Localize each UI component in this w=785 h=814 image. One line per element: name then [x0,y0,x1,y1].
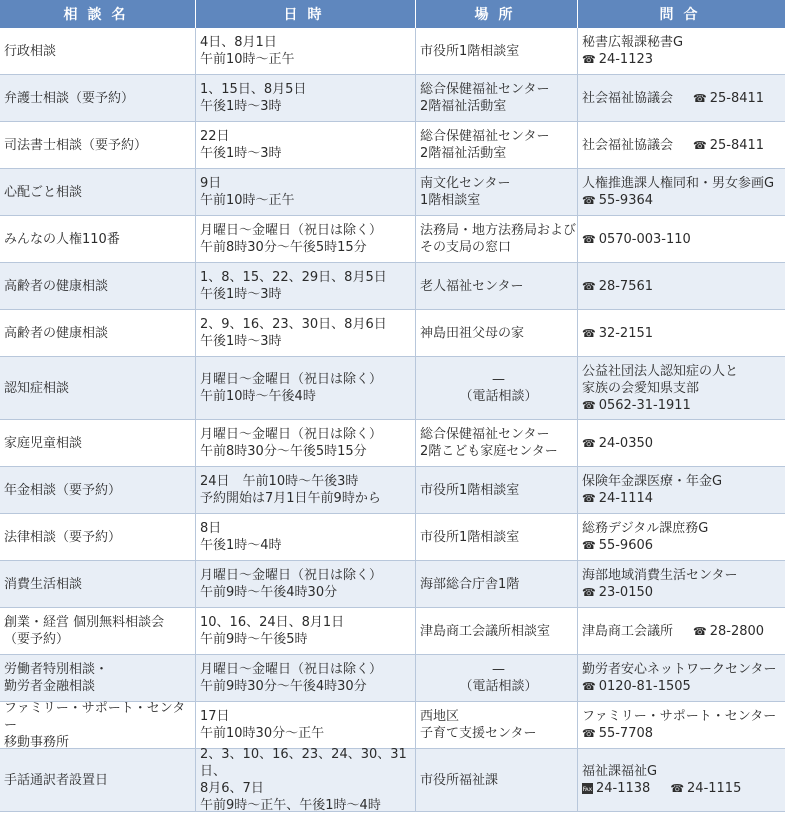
cell-datetime-line: 8月6、7日 [200,781,264,796]
cell-contact-line: 福祉課福祉G [582,764,658,779]
cell-contact-line: 海部地域消費生活センター [582,568,738,583]
cell-datetime-line: 午後1時～3時 [200,334,282,349]
cell-datetime-line: 月曜日～金曜日（祝日は除く） [200,568,383,583]
cell-contact [578,310,785,356]
cell-datetime-line: 予約開始は7月1日午前9時から [200,491,381,506]
phone-number: 25-8411 [709,90,765,106]
cell-name-line: 法律相談（要予約） [4,529,122,545]
phone-number: 24-1138 [596,781,651,796]
cell-contact [578,420,785,466]
table-row [0,655,785,702]
cell-contact [578,263,785,309]
cell-name [0,608,196,654]
header-place: 場所 [416,0,578,28]
phone-number: 23-0150 [598,585,654,600]
cell-contact-line: 人権推進課人権同和・男女参画G [582,176,775,191]
cell-name-line: 認知症相談 [4,380,70,396]
cell-datetime [196,655,416,701]
cell-contact-line: 公益社団法人認知症の人と [582,363,739,379]
cell-place [416,169,578,215]
cell-datetime [196,608,416,654]
cell-datetime [196,702,416,748]
phone-icon: ☎ [582,727,596,740]
cell-datetime-line: 午前10時～正午 [200,52,295,67]
cell-datetime [196,561,416,607]
cell-place [416,263,578,309]
cell-place-line: 総合保健福祉センター [420,82,550,97]
cell-datetime-line: 午前8時30分～午後5時15分 [200,444,367,459]
cell-name-line: 高齢者の健康相談 [4,325,109,341]
cell-name-line: 移動事務所 [4,734,70,750]
cell-place [416,122,578,168]
cell-place-line: 子育て支援センター [420,726,537,741]
phone-icon: ☎ [582,279,596,293]
cell-place [416,655,578,701]
header-name: 相談名 [0,0,196,28]
table-row [0,263,785,310]
cell-place [416,561,578,607]
header-contact: 問合 [659,7,708,23]
cell-place-line: 南文化センター [420,176,511,191]
cell-place [416,216,578,262]
phone-icon: ☎ [582,436,596,450]
cell-datetime [196,514,416,560]
phone-line [582,678,785,695]
phone-number: 24-0350 [598,435,654,451]
cell-datetime-line: 午後1時～4時 [200,538,282,553]
cell-name [0,169,196,215]
table-row [0,216,785,263]
cell-place-line: 2階こども家庭センター [420,444,558,459]
cell-datetime-line: 午後1時～3時 [200,287,282,302]
cell-contact-line: 勤労者安心ネットワークセンター [582,662,777,677]
cell-name [0,561,196,607]
phone-number: 0120-81-1505 [598,679,691,694]
table-row [0,357,785,420]
cell-place-line: 市役所1階相談室 [420,529,520,545]
cell-name-line: （要予約） [4,632,70,647]
cell-datetime-line: 午前8時30分～午後5時15分 [200,240,367,255]
cell-name-line: 年金相談（要予約） [4,482,122,498]
cell-datetime-line: 1、15日、8月5日 [200,82,307,97]
cell-datetime [196,28,416,74]
cell-contact [578,702,785,748]
cell-place-line: 神島田祖父母の家 [420,325,525,341]
cell-datetime-line: 午前10時～正午 [200,193,295,208]
cell-contact-line: 保険年金課医療・年金G [582,474,723,489]
cell-place-line: 法務局・地方法務局および [420,223,577,238]
phone-line [582,278,785,295]
cell-datetime-line: 22日 [200,129,230,144]
phone-number: 0562-31-1911 [598,397,691,413]
table-row [0,122,785,169]
cell-place-line: 西地区 [420,709,460,724]
cell-datetime [196,263,416,309]
table-row [0,514,785,561]
table-body [0,28,785,812]
cell-place [416,28,578,74]
cell-contact [578,655,785,701]
cell-name [0,122,196,168]
cell-contact [578,75,785,121]
phone-line [582,780,785,797]
phone-line [582,584,785,601]
cell-name-line: 労働者特別相談・ [4,662,109,677]
phone-number: 0570-003-110 [598,231,691,247]
cell-place-line: （電話相談） [459,679,538,694]
cell-contact [578,514,785,560]
cell-place-line: 総合保健福祉センター [420,427,550,442]
phone-icon: ☎ [693,138,707,152]
table-row [0,749,785,812]
cell-name [0,655,196,701]
fax-icon: ℻ [582,784,593,793]
phone-number: 32-2151 [598,325,654,341]
table-row [0,169,785,216]
cell-datetime-line: 午前9時～午後4時30分 [200,585,338,600]
phone-icon: ☎ [582,680,596,693]
cell-datetime-line: 10、16、24日、8月1日 [200,615,345,630]
phone-line [582,231,785,248]
table-row [0,561,785,608]
cell-name [0,467,196,513]
cell-datetime-line: 午前10時～午後4時 [200,389,316,404]
cell-datetime [196,169,416,215]
phone-number: 55-7708 [598,726,654,741]
table-row [0,702,785,749]
cell-name [0,702,196,748]
cell-place-line: （電話相談） [459,389,538,404]
cell-place [416,310,578,356]
table-row [0,75,785,122]
phone-number: 55-9606 [598,538,654,553]
cell-name-line: 弁護士相談（要予約） [4,90,135,106]
phone-number: 24-1123 [598,52,654,67]
cell-contact-line: 家族の会愛知県支部 [582,380,700,396]
cell-place-line: 市役所1階相談室 [420,482,520,498]
cell-place [416,420,578,466]
phone-line [582,325,785,342]
cell-datetime-line: 月曜日～金曜日（祝日は除く） [200,223,383,238]
cell-datetime-line: 月曜日～金曜日（祝日は除く） [200,372,383,387]
cell-datetime-line: 2、9、16、23、30日、8月6日 [200,317,387,332]
cell-datetime-line: 24日 午前10時～午後3時 [200,474,359,489]
cell-name-line: 高齢者の健康相談 [4,278,109,294]
cell-contact [578,467,785,513]
phone-number: 28-7561 [598,278,654,294]
cell-datetime [196,122,416,168]
cell-contact-line: 秘書広報課秘書G [582,35,684,50]
cell-datetime-line: 午後1時～3時 [200,146,282,161]
table-row [0,310,785,357]
cell-datetime-line: 17日 [200,709,230,724]
phone-icon: ☎ [582,232,596,246]
cell-datetime [196,216,416,262]
cell-datetime-line: 月曜日～金曜日（祝日は除く） [200,662,383,677]
cell-datetime-line: 8日 [200,521,222,536]
cell-datetime [196,420,416,466]
phone-icon: ☎ [582,53,596,66]
cell-datetime-line: 月曜日～金曜日（祝日は除く） [200,427,383,442]
phone-line [582,537,785,554]
cell-datetime-line: 1、8、15、22、29日、8月5日 [200,270,387,285]
table-row [0,608,785,655]
cell-place [416,75,578,121]
phone-line [582,623,785,640]
cell-datetime-line: 4日、8月1日 [200,35,277,50]
phone-icon: ☎ [582,194,596,207]
cell-datetime [196,75,416,121]
cell-place [416,357,578,419]
cell-name-line: 心配ごと相談 [4,184,83,200]
cell-contact [578,122,785,168]
table-row [0,467,785,514]
phone-number: 28-2800 [709,623,765,639]
cell-name [0,263,196,309]
contact-org: 社会福祉協議会 [582,90,674,106]
table-row [0,420,785,467]
cell-place-line: 海部総合庁舎1階 [420,576,520,592]
cell-datetime-line: 午後1時～3時 [200,99,282,114]
cell-name [0,357,196,419]
cell-datetime-line: 午前9時～正午、午後1時～4時 [200,798,381,813]
phone-icon: ☎ [582,326,596,340]
cell-place-line: 2階福祉活動室 [420,99,507,114]
phone-number: 55-9364 [598,193,654,208]
cell-place-line: — [492,372,505,387]
cell-place-line: 総合保健福祉センター [420,129,550,144]
cell-place-line: — [492,662,505,677]
cell-name [0,75,196,121]
cell-datetime [196,310,416,356]
cell-datetime [196,357,416,419]
phone-icon: ☎ [693,91,707,105]
cell-name-line: 行政相談 [4,43,57,59]
cell-contact [578,28,785,74]
phone-line [582,192,785,209]
phone-icon: ☎ [582,398,596,412]
cell-name [0,310,196,356]
cell-datetime-line: 午前9時30分～午後4時30分 [200,679,367,694]
cell-place-line: 市役所1階相談室 [420,43,520,59]
cell-place-line: 津島商工会議所相談室 [420,623,551,639]
cell-contact [578,169,785,215]
cell-place [416,608,578,654]
cell-name [0,28,196,74]
cell-datetime-line: 9日 [200,176,222,191]
phone-icon: ☎ [670,782,685,795]
phone-icon: ☎ [582,586,596,599]
cell-contact [578,561,785,607]
cell-name-line: 家庭児童相談 [4,435,83,451]
cell-contact [578,216,785,262]
cell-name-line: ファミリー・サポート・センター [4,700,186,733]
cell-contact [578,357,785,419]
cell-name-line: 勤労者金融相談 [4,679,96,694]
phone-icon: ☎ [582,492,596,505]
table-header [0,0,785,28]
cell-name-line: 創業・経営 個別無料相談会 [4,615,165,630]
cell-datetime-line: 午前10時30分～正午 [200,726,325,741]
cell-name [0,216,196,262]
phone-line [582,725,785,742]
cell-name-line: みんなの人権110番 [4,231,120,247]
cell-place-line: 市役所福祉課 [420,772,499,788]
table-row [0,28,785,75]
phone-line [582,90,785,107]
phone-icon: ☎ [582,539,596,552]
cell-name [0,514,196,560]
cell-name-line: 消費生活相談 [4,576,83,592]
header-datetime: 日時 [196,0,416,28]
cell-datetime [196,467,416,513]
cell-contact-line: 総務デジタル課庶務G [582,521,709,536]
cell-place [416,467,578,513]
cell-contact-line: ファミリー・サポート・センター [582,709,777,724]
cell-name-line: 手話通訳者設置日 [4,772,109,788]
phone-number: 24-1115 [687,781,742,796]
cell-place-line: 2階福祉活動室 [420,146,507,161]
phone-number: 24-1114 [598,491,654,506]
cell-datetime-line: 午前9時～午後5時 [200,632,308,647]
phone-line [582,51,785,68]
cell-place [416,702,578,748]
cell-place-line: 1階相談室 [420,193,481,208]
cell-name [0,420,196,466]
cell-contact [578,608,785,654]
phone-line [582,435,785,452]
cell-name-line: 司法書士相談（要予約） [4,137,148,153]
phone-line [582,490,785,507]
cell-place-line: 老人福祉センター [420,278,524,294]
contact-org: 津島商工会議所 [582,623,674,639]
phone-number: 25-8411 [709,137,765,153]
contact-org: 社会福祉協議会 [582,137,674,153]
phone-icon: ☎ [693,624,707,638]
phone-line [582,397,785,414]
phone-line [582,137,785,154]
cell-place [416,514,578,560]
cell-datetime-line: 2、3、10、16、23、24、30、31日、 [200,747,407,779]
cell-place-line: その支局の窓口 [420,240,512,255]
